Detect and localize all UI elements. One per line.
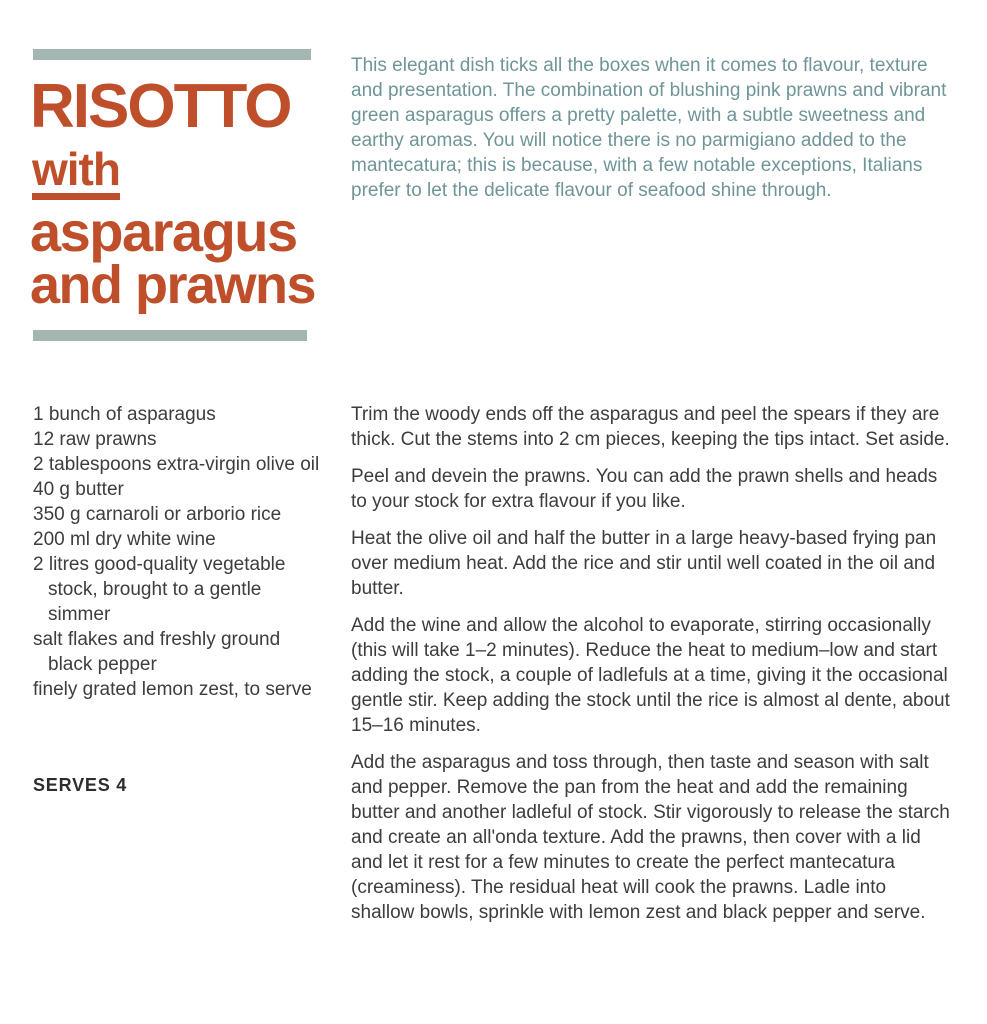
method-paragraph: Heat the olive oil and half the butter in a large heavy-based frying pan over medium heat. Add the rice and stir until well coated in the oil and butter.: [351, 528, 937, 599]
bottom-rule: [33, 330, 307, 341]
ingredient-item: 350 g carnaroli or arborio rice: [33, 504, 282, 525]
method-paragraph: Add the asparagus and toss through, then taste and season with salt and pepper. Remove the pan from the heat and add the remaining butter and another ladleful of stock. Stir vigorously to release the starch and create an all'onda texture. Add the prawns, then cover with a lid and let it rest for a few minutes to create the perfect mantecatura (creaminess). The residual heat will cook the prawns. Ladle into shallow bowls, sprinkle with lemon zest and black pepper and serve.: [351, 752, 950, 923]
ingredient-item: salt flakes and freshly ground black pepper: [33, 629, 281, 675]
method-paragraph: Trim the woody ends off the asparagus and peel the spears if they are thick. Cut the stems into 2 cm pieces, keeping the tips intact. Set aside.: [351, 404, 950, 450]
intro-paragraph: This elegant dish ticks all the boxes when it comes to flavour, texture and presentation. The combination of blushing pink prawns and vibrant green asparagus offers a pretty palette, with a subtle sweetness and earthy aromas. You will notice there is no parmigiano added to the mantecatura; this is because, with a few notable exceptions, Italians prefer to let the delicate flavour of seafood shine through.: [351, 55, 947, 201]
ingredients-list: [33, 402, 321, 702]
recipe-title-main: RISOTTO: [30, 72, 291, 141]
ingredient-item: 1 bunch of asparagus: [33, 404, 216, 425]
recipe-title-line3: asparagus: [30, 200, 297, 263]
serves-label: SERVES 4: [33, 775, 128, 795]
ingredient-item: 12 raw prawns: [33, 429, 157, 450]
ingredient-item: 2 litres good-quality vegetable stock, brought to a gentle simmer: [33, 554, 286, 625]
method-paragraph: Add the wine and allow the alcohol to evaporate, stirring occasionally (this will take 1–2 minutes). Reduce the heat to medium–low and start adding the stock, a couple of ladlefuls at a time, giving it the occasional gentle stir. Keep adding the stock until the rice is almost al dente, about 15–16 minutes.: [351, 615, 950, 736]
method-paragraph: Peel and devein the prawns. You can add the prawn shells and heads to your stock for extra flavour if you like.: [351, 466, 938, 512]
ingredient-item: 200 ml dry white wine: [33, 529, 216, 550]
recipe-title-connector: with: [32, 146, 120, 200]
method-section: [351, 402, 953, 937]
recipe-title-line4: and prawns: [30, 255, 316, 315]
ingredient-item: finely grated lemon zest, to serve: [33, 679, 312, 700]
top-rule: [33, 49, 311, 60]
ingredient-item: 2 tablespoons extra-virgin olive oil: [33, 454, 320, 475]
ingredient-item: 40 g butter: [33, 479, 124, 500]
